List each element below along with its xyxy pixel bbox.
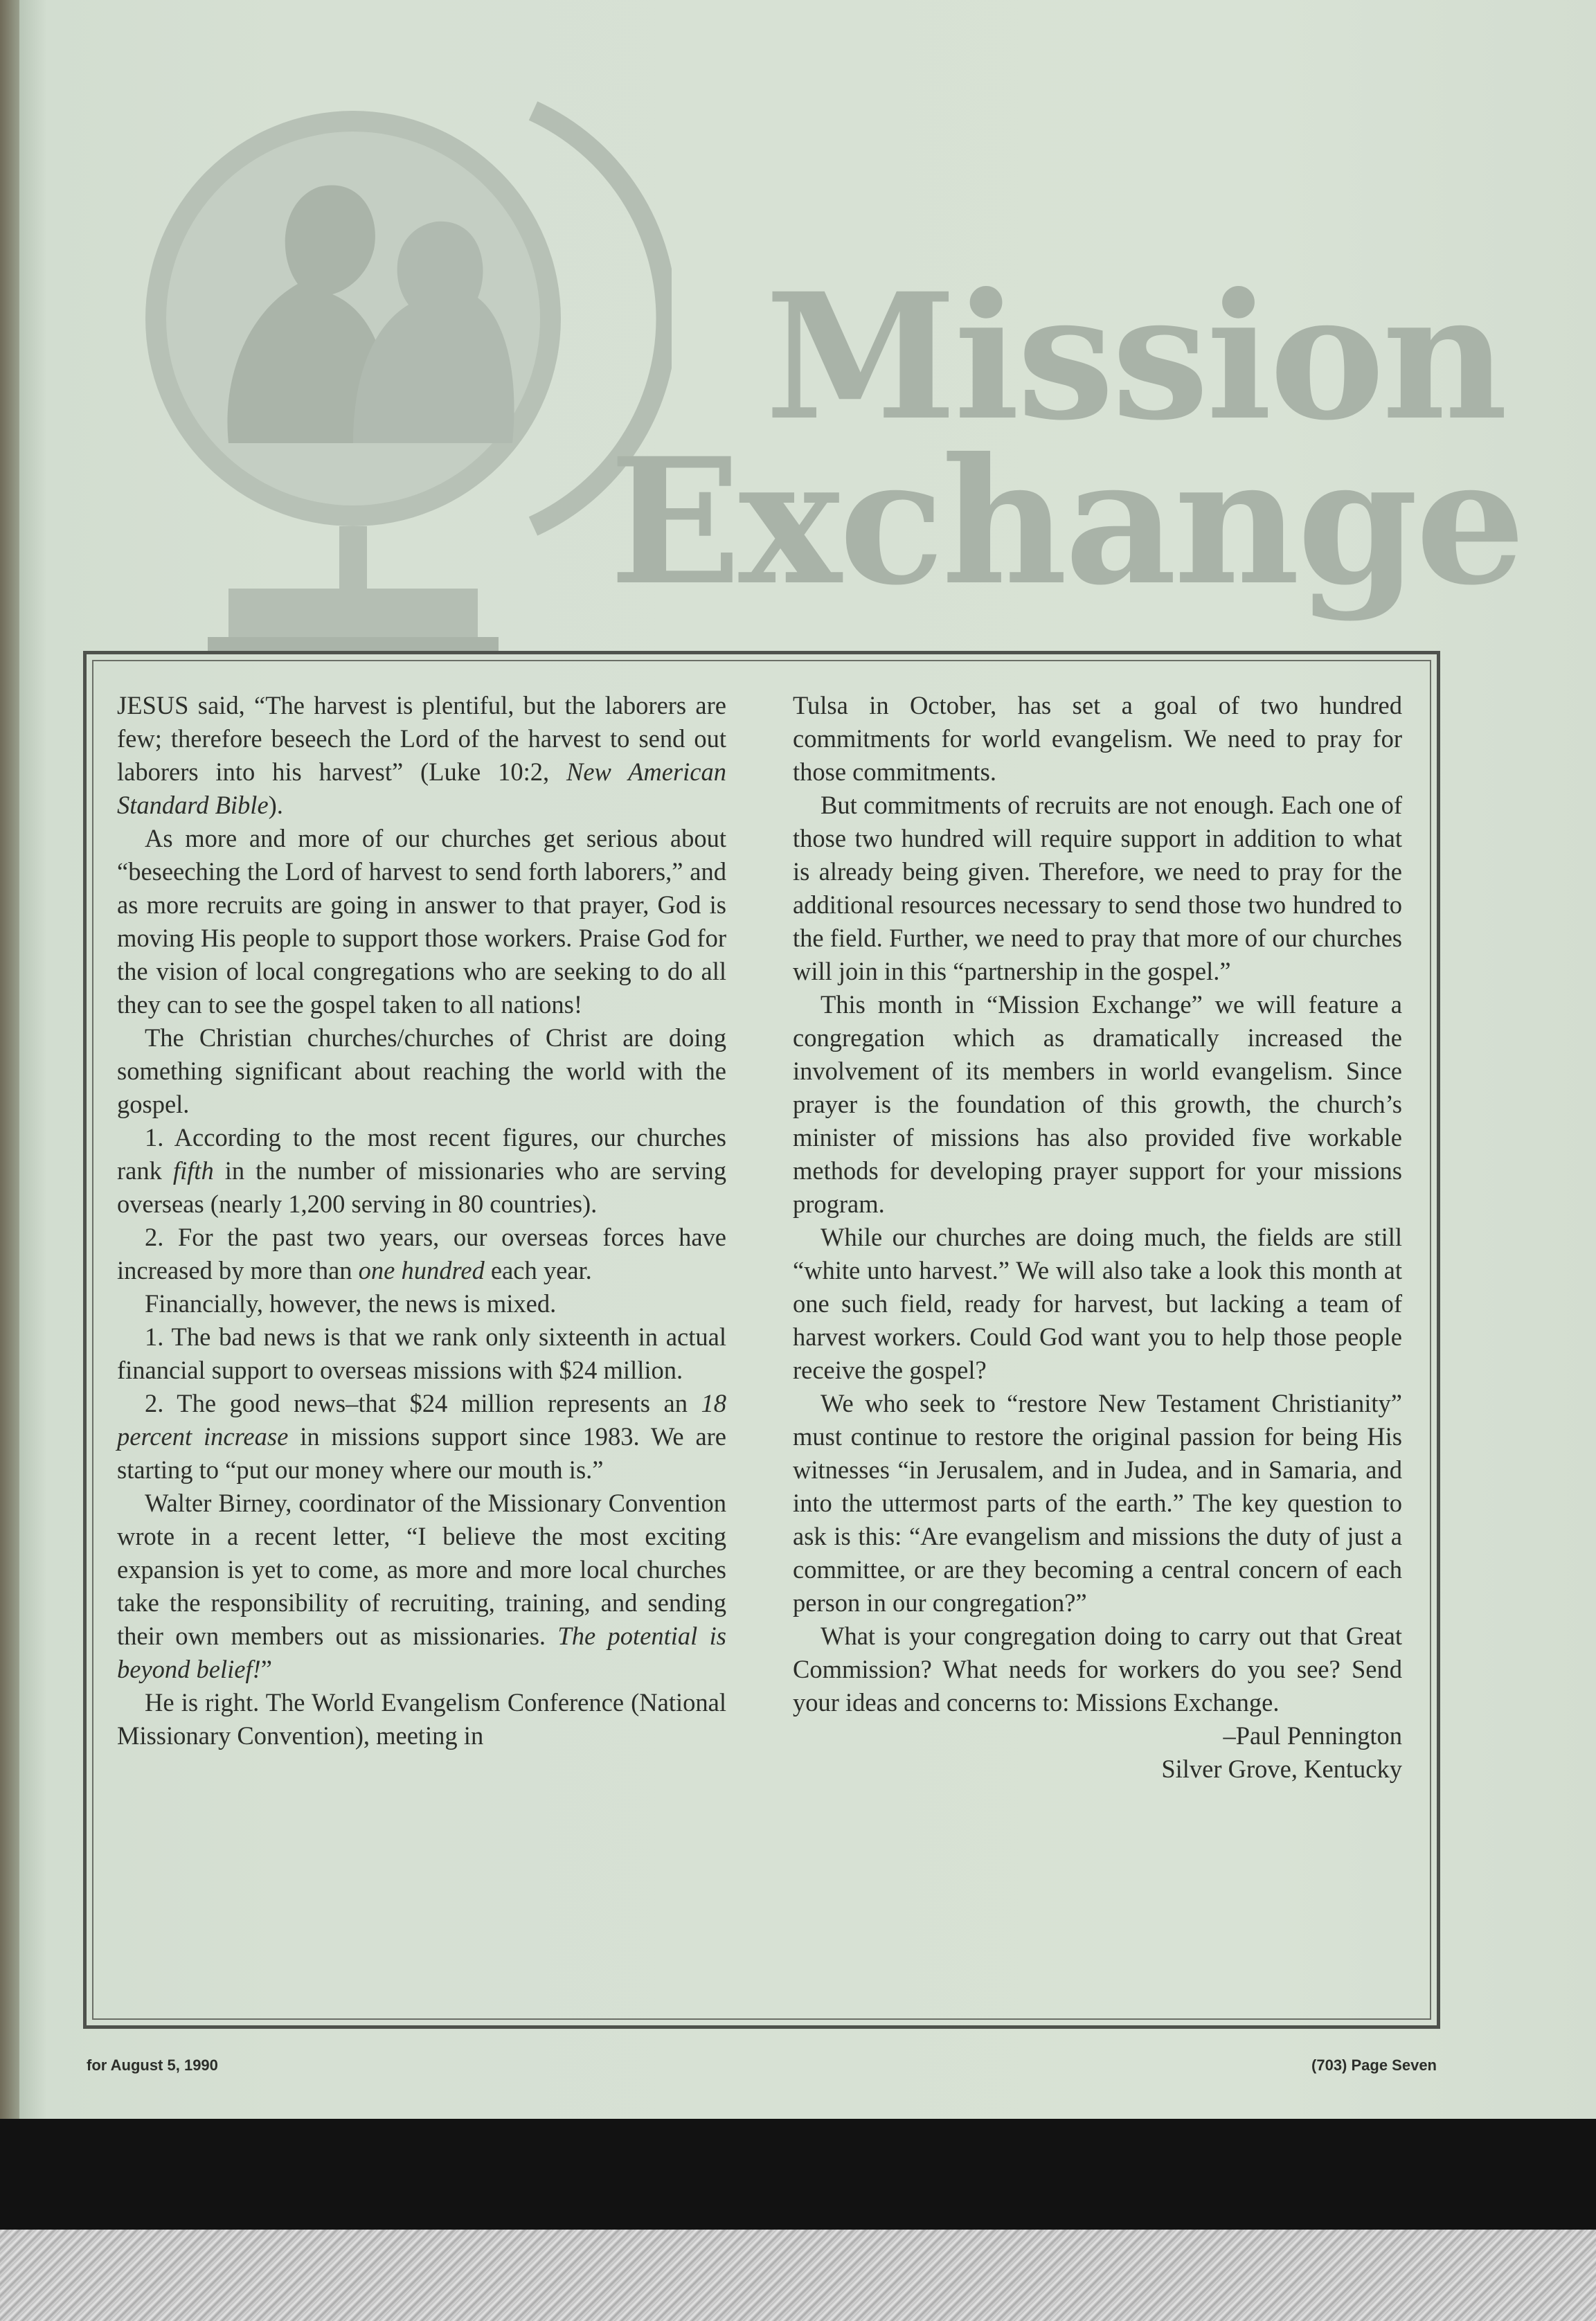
paragraph: 2. For the past two years, our overseas forces have increased by more than one hundred each year. bbox=[117, 1223, 726, 1284]
paragraph: 1. The bad news is that we rank only sixteenth in actual financial support to overseas missions with $24 million. bbox=[117, 1323, 726, 1384]
fabric-background bbox=[0, 2230, 1596, 2321]
globe-with-figures-icon bbox=[145, 83, 672, 651]
article-box bbox=[83, 651, 1440, 2029]
issue-date: for August 5, 1990 bbox=[87, 2056, 218, 2074]
paragraph: What is your congregation doing to carry out that Great Commission? What needs for workers do you see? Send your ideas and concerns to: Missions Exchange. bbox=[793, 1622, 1402, 1717]
signature-name: –Paul Pennington bbox=[1223, 1721, 1402, 1750]
page-number: (703) Page Seven bbox=[1311, 2056, 1437, 2074]
paragraph: We who seek to “restore New Testament Christianity” must continue to restore the original passion for being His witnesses “in Jerusalem, and in Judea, and in Samaria, and into the uttermost parts of the earth.” The key question to ask is this: “Are evangelism and missions the duty of just a committee, or are they becoming a central concern of each person in our congregation?” bbox=[793, 1389, 1402, 1617]
article-column-left bbox=[117, 689, 726, 1753]
masthead-title bbox=[609, 255, 1523, 623]
paragraph: Walter Birney, coordinator of the Missionary Convention wrote in a recent letter, “I believe the most exciting expansion is yet to come, as more and more local churches take the responsibility of recruiting, training, and sending their own members out as missionaries. The potential is beyond belief!” bbox=[117, 1489, 726, 1683]
masthead-line-mission: Mission bbox=[765, 255, 1505, 458]
masthead-line-exchange: Exchange bbox=[609, 420, 1523, 623]
paragraph: He is right. The World Evangelism Conference (National Missionary Convention), meeting in bbox=[117, 1688, 726, 1750]
paragraph: But commitments of recruits are not enough. Each one of those two hundred will require support in addition to what is already being given. Therefore, we need to pray for the additional resources necessary to send those two hundred to the field. Further, we need to pray that more of our churches will join in this “partnership in the gospel.” bbox=[793, 791, 1402, 985]
dark-background bbox=[0, 2119, 1596, 2230]
signature-place: Silver Grove, Kentucky bbox=[1161, 1755, 1402, 1783]
paragraph: Financially, however, the news is mixed. bbox=[145, 1289, 557, 1318]
paragraph: JESUS said, “The harvest is plentiful, but the laborers are few; therefore beseech the Lord of the harvest to send out laborers into his harvest” (Luke 10:2, New American Standard Bible). bbox=[117, 691, 726, 819]
paragraph: 2. The good news–that $24 million represents an 18 percent increase in missions support since 1983. We are starting to “put our money where our mouth is.” bbox=[117, 1389, 727, 1484]
paragraph: While our churches are doing much, the fields are still “white unto harvest.” We will also take a look this month at one such field, ready for harvest, but lacking a team of harvest workers. Could God want you to help those people receive the gospel? bbox=[793, 1223, 1402, 1384]
paragraph: The Christian churches/churches of Christ are doing something significant about reaching the world with the gospel. bbox=[117, 1023, 726, 1118]
paragraph: 1. According to the most recent figures, our churches rank fifth in the number of missionaries who are serving overseas (nearly 1,200 serving in 80 countries). bbox=[117, 1123, 727, 1218]
paragraph: Tulsa in October, has set a goal of two hundred commitments for world evangelism. We need to pray for those commitments. bbox=[793, 691, 1402, 786]
article-column-right bbox=[793, 689, 1402, 1786]
paragraph: As more and more of our churches get serious about “beseeching the Lord of harvest to send forth laborers,” and as more recruits are going in answer to that prayer, God is moving His people to support those workers. Praise God for the vision of local congregations who are seeking to do all they can to see the gospel taken to all nations! bbox=[117, 824, 726, 1019]
book-spine bbox=[0, 0, 19, 2119]
paragraph: This month in “Mission Exchange” we will feature a congregation which as dramatically increased the involvement of its members in world evangelism. Since prayer is the foundation of this growth, the church’s minister of missions has also provided five workable methods for developing prayer support for your missions program. bbox=[793, 990, 1402, 1218]
